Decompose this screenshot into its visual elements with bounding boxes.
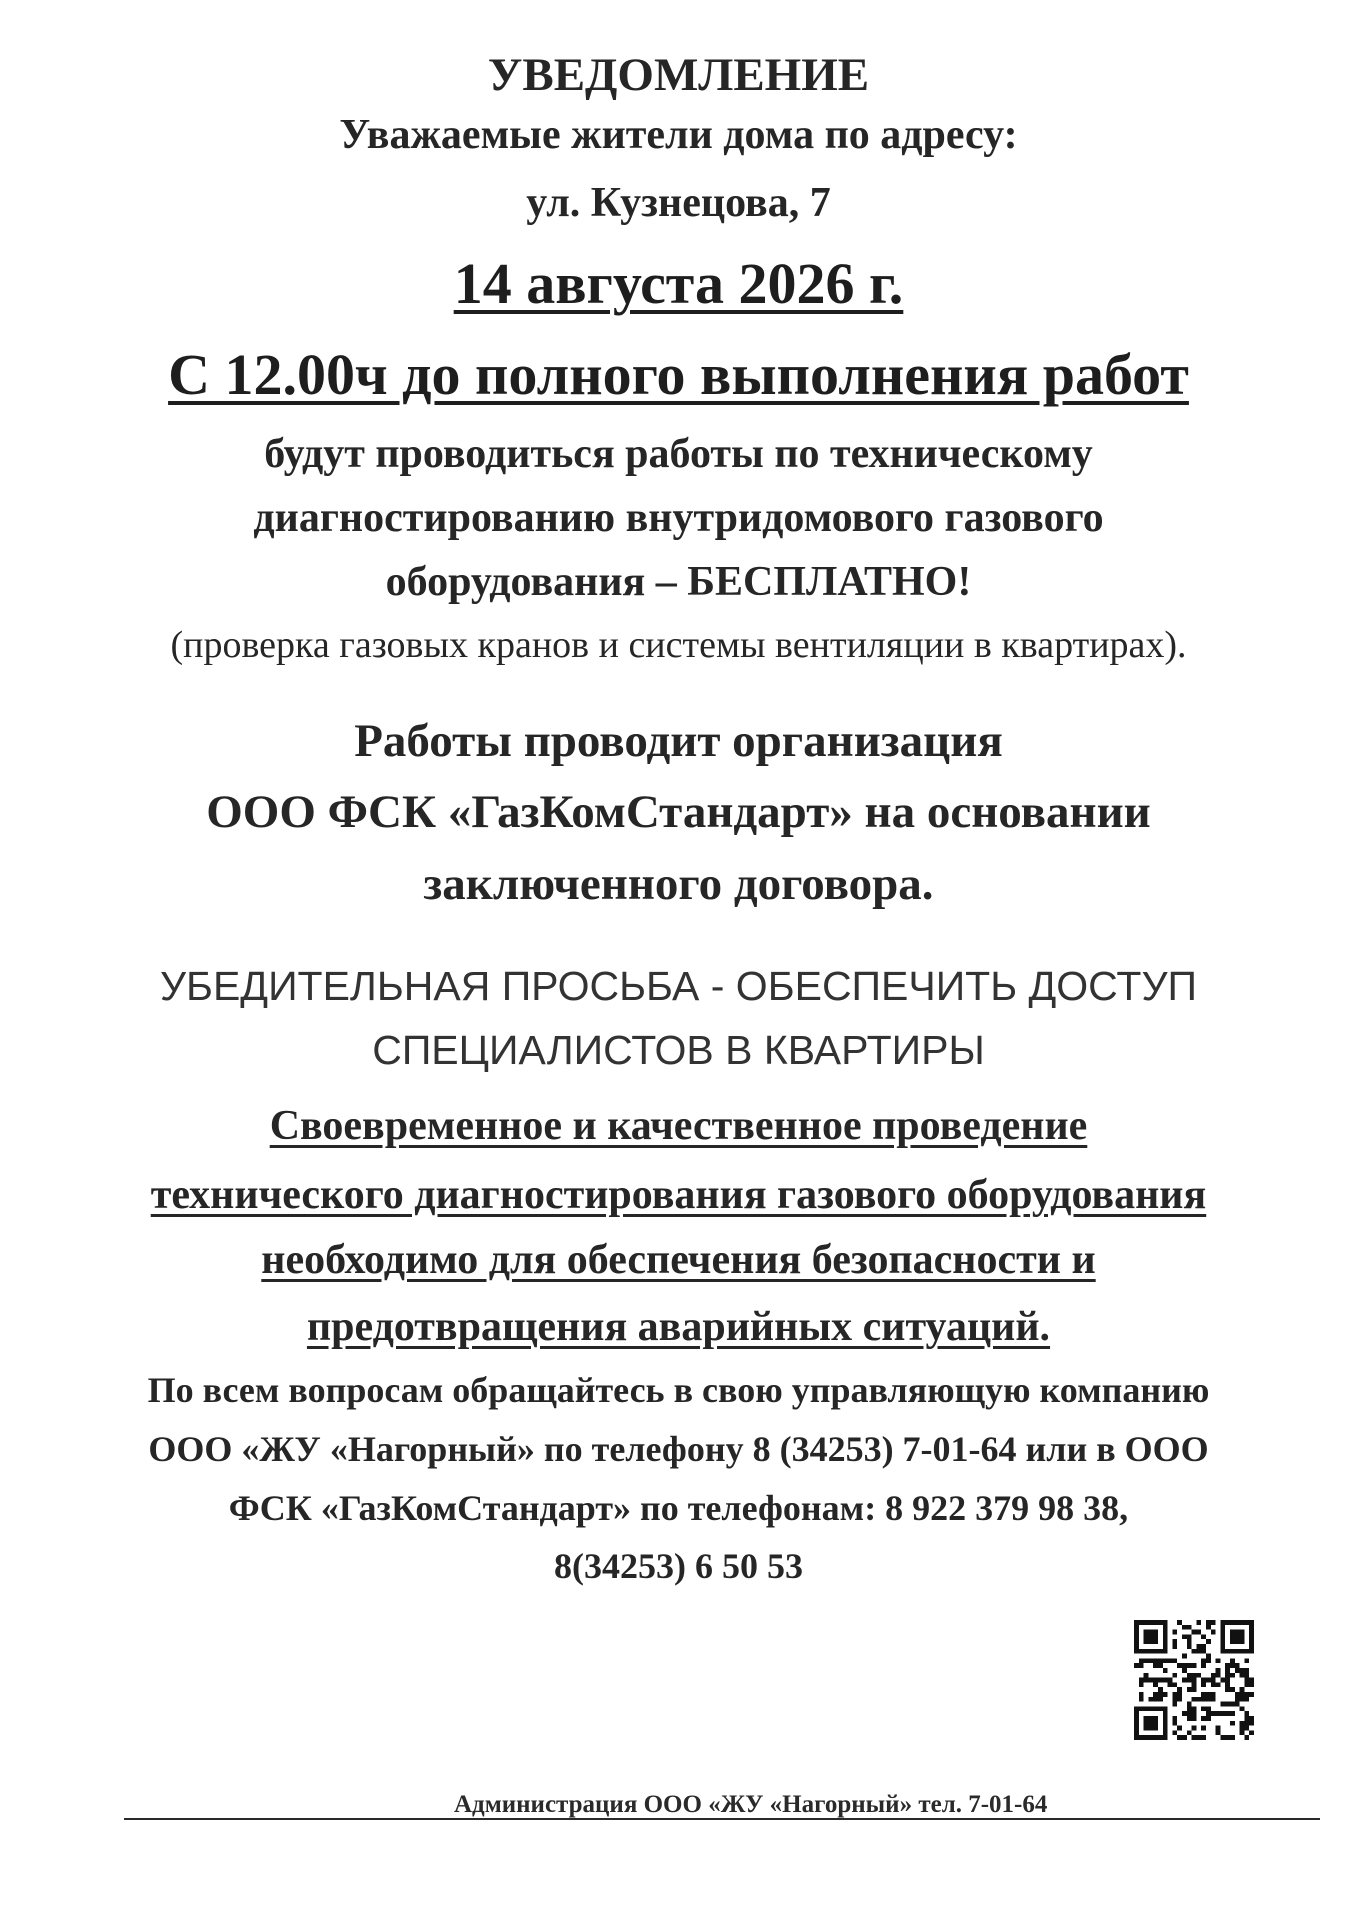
safety-line-4 bbox=[0, 1306, 1357, 1348]
work-time-text: С 12.00ч до полного выполнения работ bbox=[168, 342, 1189, 407]
safety-line-3-text: необходимо для обеспечения безопасности и bbox=[261, 1237, 1096, 1283]
contact-line-2: ООО «ЖУ «Нагорный» по телефону 8 (34253) 7-01-64 или в ООО bbox=[148, 1429, 1209, 1469]
request-line-1: УБЕДИТЕЛЬНАЯ ПРОСЬБА - ОБЕСПЕЧИТЬ ДОСТУП bbox=[160, 963, 1197, 1009]
organization-line-3: заключенного договора. bbox=[423, 858, 934, 910]
safety-line-2-text: технического диагностирования газового оборудования bbox=[150, 1172, 1207, 1218]
contact-line-4: 8(34253) 6 50 53 bbox=[554, 1546, 803, 1586]
greeting: Уважаемые жители дома по адресу: bbox=[339, 112, 1018, 158]
request-line-2: СПЕЦИАЛИСТОВ В КВАРТИРЫ bbox=[372, 1027, 985, 1073]
work-date bbox=[0, 251, 1357, 316]
organization-line-1: Работы проводит организация bbox=[354, 715, 1003, 767]
footer-signature: Администрация ООО «ЖУ «Нагорный» тел. 7-01-64 bbox=[454, 1791, 1048, 1818]
description-line-3: оборудования – БЕСПЛАТНО! bbox=[385, 559, 972, 605]
description-line-1: будут проводиться работы по техническому bbox=[264, 431, 1093, 477]
description-line-4: (проверка газовых кранов и системы вентиляции в квартирах). bbox=[170, 624, 1187, 666]
safety-line-1 bbox=[0, 1105, 1357, 1147]
contact-line-3: ФСК «ГазКомСтандарт» по телефонам: 8 922 379 98 38, bbox=[228, 1488, 1129, 1528]
address: ул. Кузнецова, 7 bbox=[526, 180, 831, 226]
contact-line-1: По всем вопросам обращайтесь в свою управляющую компанию bbox=[147, 1370, 1210, 1410]
safety-line-1-text: Своевременное и качественное проведение bbox=[269, 1103, 1088, 1149]
safety-line-3 bbox=[0, 1239, 1357, 1281]
qr-code-icon bbox=[1134, 1620, 1254, 1740]
organization-line-2: ООО ФСК «ГазКомСтандарт» на основании bbox=[206, 786, 1151, 838]
work-time bbox=[0, 342, 1357, 407]
notice-title: УВЕДОМЛЕНИЕ bbox=[487, 49, 870, 101]
safety-line-2 bbox=[0, 1174, 1357, 1216]
safety-line-4-text: предотвращения аварийных ситуаций. bbox=[306, 1304, 1051, 1350]
description-line-2: диагностированию внутридомового газового bbox=[253, 495, 1104, 541]
work-date-text: 14 августа 2026 г. bbox=[453, 251, 904, 316]
